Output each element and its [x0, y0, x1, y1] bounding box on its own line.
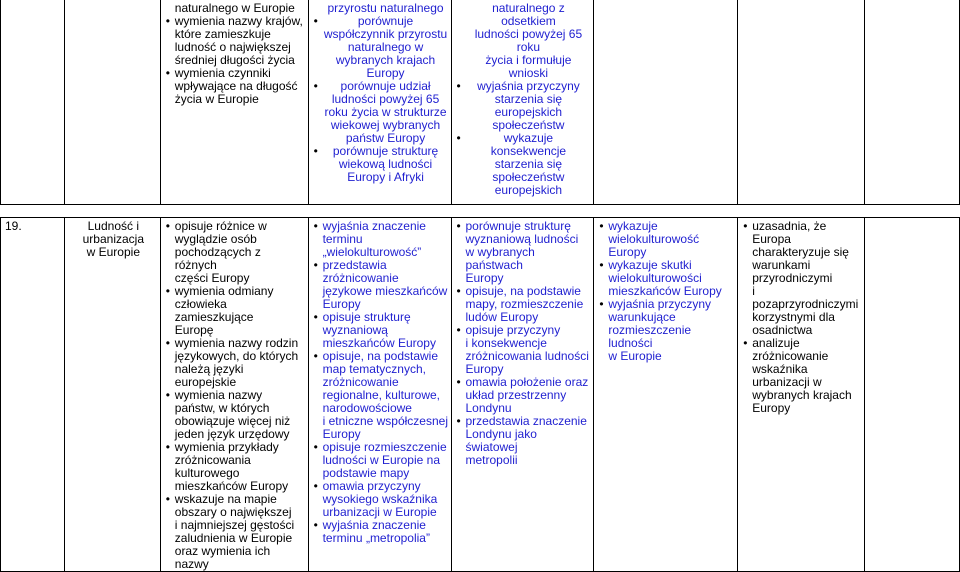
list-item: państw, w których [174, 400, 270, 415]
cell-level-6-empty [865, 217, 960, 571]
list-item: zróżnicowania [174, 452, 251, 467]
list-item: osadnictwa [752, 322, 813, 337]
list-item: ludności powyżej 65 roku [474, 27, 583, 54]
list-item: • wyjaśnia znaczenie [313, 519, 449, 532]
list-item: części Europy [174, 270, 250, 285]
list-item: wysokiego wskaźnika [322, 491, 438, 506]
cell-requirements-3 [451, 0, 594, 204]
list-item: obszary o największej [174, 504, 292, 519]
list-item: zaludnienia w Europie [174, 530, 293, 545]
list-item: • wyjaśnia znaczenie [313, 220, 449, 233]
list-item: • porównuje [313, 15, 449, 28]
list-item: językowych, do których [174, 348, 299, 363]
list-item: ludności powyżej 65 [331, 92, 440, 106]
list-item: średniej długości życia [174, 53, 295, 67]
list-item: w Europie [608, 348, 662, 363]
list-item: wiekowej wybranych [330, 118, 441, 132]
list-item: • opisuje przyczyny [456, 324, 592, 337]
list-item: Europę [174, 322, 214, 337]
list-item: roku życia w strukturze [324, 105, 447, 119]
list-item: Europy [322, 296, 361, 311]
list-item: • opisuje rozmieszczenie [313, 441, 449, 454]
list-item: i pozaprzyrodniczymi [752, 283, 859, 311]
table-row-top [1, 0, 960, 204]
topic-cell-empty [64, 0, 160, 204]
list-item: mapy, rozmieszczenie [465, 296, 584, 311]
list-item: • opisuje, na podstawie [313, 350, 449, 363]
list-item: ludność o największej [174, 40, 291, 54]
cell-level-4 [594, 217, 738, 571]
list-item: • wymienia nazwy [165, 389, 306, 402]
cell-requirements-1 [160, 0, 308, 204]
topic-line: urbanizacja [82, 231, 144, 246]
list-item: starzenia się [494, 157, 563, 171]
list-item: należą języki [174, 361, 244, 376]
list-item: map tematycznych, [322, 361, 426, 376]
list-item: Londynu [465, 400, 512, 415]
list-item: społeczeństw [492, 118, 565, 132]
list-item: wielokulturowości [608, 270, 702, 285]
topic-line: w Europie [86, 244, 140, 259]
list-item: mieszkańców Europy [608, 283, 722, 298]
list-item: i konsekwencje [465, 335, 547, 350]
cell-requirements-2 [308, 0, 451, 204]
cell-requirements-5-empty [738, 0, 865, 204]
list-item: • porównuje udział [313, 80, 449, 93]
list-item: warunkami [752, 257, 811, 272]
list-item: wyznaniową ludności [465, 231, 579, 246]
cell-requirements-6-empty [865, 0, 960, 204]
list-item: • porównuje strukturę [456, 220, 592, 233]
list-item: Londynu jako światowej [465, 426, 537, 454]
list-item: • opisuje strukturę [313, 311, 449, 324]
list-item: współczynnik przyrostu [323, 27, 448, 41]
list-item: europejskich [494, 183, 563, 197]
list-item: wielokulturowość Europy [608, 231, 700, 259]
list-item: obowiązuje więcej niż [174, 413, 291, 428]
list-item: • opisuje, na podstawie [456, 285, 592, 298]
list-item: wyznaniową [322, 322, 388, 337]
list-item: • wymienia odmiany [165, 285, 306, 298]
list-item: Europy [752, 400, 791, 415]
list-item: • przedstawia znaczenie [456, 415, 592, 428]
list-item: • omawia przyczyny [313, 480, 449, 493]
list-item: przyrodniczymi [752, 270, 833, 285]
list-item: językowe mieszkańców [322, 283, 448, 298]
list-item: zróżnicowanie [322, 270, 399, 285]
list-item: naturalnego z odsetkiem [492, 1, 565, 28]
list-item: układ przestrzenny [465, 387, 567, 402]
list-item: korzystnymi dla [752, 309, 835, 324]
cell-level-1 [160, 217, 308, 571]
list-item: zróżnicowanie [322, 374, 399, 389]
table-gap-row [1, 204, 960, 217]
list-item: kulturowego [174, 465, 240, 480]
list-item: przyrostu naturalnego [327, 1, 444, 15]
list-item: życia w Europie [174, 92, 259, 106]
list-item: ludności w Europie na [322, 452, 440, 467]
list-item: narodowościowe [322, 400, 412, 415]
list-item: europejskich [494, 105, 563, 119]
list-item: w wybranych państwach [465, 244, 535, 272]
list-item: • wymienia czynniki [165, 67, 306, 80]
lesson-topic [64, 217, 160, 571]
list-item: terminu „metropolia” [322, 530, 430, 545]
list-item: Europy [465, 270, 504, 285]
list-item: Europy [322, 426, 361, 441]
list-item: ludów Europy [465, 309, 539, 324]
list-item: regionalne, kulturowe, [322, 387, 440, 402]
list-item: społeczeństw [492, 170, 565, 184]
list-item: Europy [366, 66, 405, 80]
list-item: mieszkańców Europy [174, 478, 289, 493]
list-item: wyglądzie osób [174, 231, 257, 246]
list-item: • wymienia nazwy krajów, [165, 15, 306, 28]
list-item: europejskie [174, 374, 237, 389]
list-item: wskaźnika urbanizacji w [752, 361, 822, 389]
cell-level-5 [738, 217, 865, 571]
list-item: wpływające na długość [174, 79, 298, 93]
list-item: wiekową ludności [338, 157, 433, 171]
list-item: warunkujące [608, 309, 676, 324]
list-item: • przedstawia [313, 259, 449, 272]
cell-level-2 [308, 217, 451, 571]
list-item: • wykazuje [598, 220, 735, 233]
cell-requirements-4-empty [594, 0, 738, 204]
topic-line: Ludność i [87, 218, 139, 233]
list-item: pochodzących z różnych [174, 244, 261, 272]
lesson-number: 19. [1, 217, 65, 571]
list-item: • opisuje różnice w [165, 220, 306, 233]
list-item: wybranych krajach [752, 387, 852, 402]
list-item: nazwy [174, 556, 209, 571]
list-item: i etniczne współczesnej [322, 413, 448, 428]
list-item: zróżnicowania ludności [465, 348, 589, 363]
list-item: „wielokulturowość” [322, 244, 422, 259]
list-item: • uzasadnia, że Europa [742, 220, 862, 246]
list-item: • wymienia przykłady [165, 441, 306, 454]
list-item: terminu [322, 231, 363, 246]
list-item: podstawie mapy [322, 465, 410, 480]
cell-level-3 [451, 217, 594, 571]
list-item: rozmieszczenie ludności [608, 322, 692, 350]
list-item: • wykazuje konsekwencje [456, 132, 592, 158]
list-item: • analizuje zróżnicowanie [742, 337, 862, 363]
list-item: człowieka zamieszkujące [174, 296, 254, 324]
list-item: życia i formułuje wnioski [485, 53, 572, 80]
list-item: naturalnego w [347, 40, 424, 54]
list-item: Europy i Afryki [347, 170, 424, 184]
list-item: • wyjaśnia przyczyny [598, 298, 735, 311]
list-item: • wymienia nazwy rodzin [165, 337, 306, 350]
list-item: • omawia położenie oraz [456, 376, 592, 389]
list-item: • wykazuje skutki [598, 259, 735, 272]
list-item: urbanizacji w Europie [322, 504, 437, 519]
list-item: • wskazuje na mapie [165, 493, 306, 506]
list-item: jeden język urzędowy [174, 426, 290, 441]
list-item: mieszkańców Europy [322, 335, 436, 350]
list-item: wybranych krajach [335, 53, 436, 67]
list-item: oraz wymienia ich [174, 543, 271, 558]
list-item: które zamieszkuje [174, 27, 271, 41]
list-item: starzenia się [494, 92, 563, 106]
list-item: metropolii [465, 452, 518, 467]
list-item: • wyjaśnia przyczyny [456, 80, 592, 93]
list-item: państw Europy [345, 131, 426, 145]
table-row-19 [1, 217, 960, 571]
list-item: • porównuje strukturę [313, 145, 449, 158]
list-item: charakteryzuje się [752, 244, 849, 259]
number-cell-empty [1, 0, 65, 204]
list-item: Europy [465, 361, 504, 376]
list-item: i najmniejszej gęstości [174, 517, 295, 532]
list-item: naturalnego w Europie [174, 1, 295, 15]
